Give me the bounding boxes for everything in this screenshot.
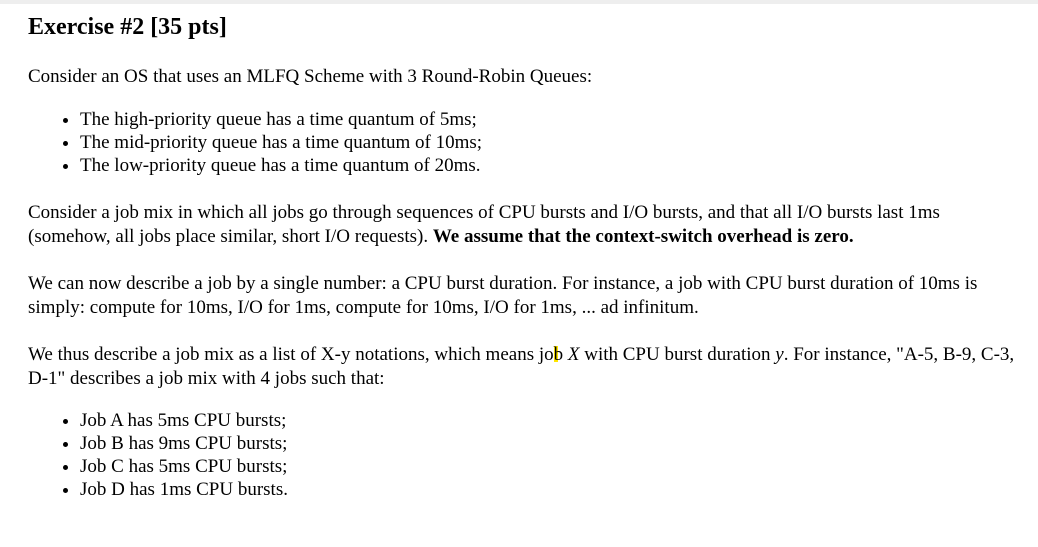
job-mix-period: . xyxy=(848,226,854,247)
list-item: • Job D has 1ms CPU bursts. xyxy=(80,478,1018,501)
list-item: • The mid-priority queue has a time quantum of 10ms; xyxy=(80,131,1018,154)
intro-paragraph: Consider an OS that uses an MLFQ Scheme with 3 Round-Robin Queues: xyxy=(28,66,593,87)
exercise-heading: Exercise #2 [35 pts] xyxy=(28,14,227,40)
document-body xyxy=(28,0,1018,501)
notation-text-2: b xyxy=(553,344,564,365)
queue-list xyxy=(28,108,1018,177)
list-item: • Job C has 5ms CPU bursts; xyxy=(80,455,1018,478)
notation-text-3: with CPU burst duration xyxy=(579,344,776,365)
list-item: • Job A has 5ms CPU bursts; xyxy=(80,409,1018,432)
context-switch-assumption: We assume that the context-switch overhead is zero xyxy=(432,226,849,247)
job-description-paragraph: We can now describe a job by a single number: a CPU burst duration. For instance, a job with CPU burst duration of 10ms is simply: compute for 10ms, I/O for 1ms, compute for 10ms, I/O for 1ms, ... ad infinitum. xyxy=(28,273,978,318)
job-mix-text: Consider a job mix in which all jobs go through sequences of CPU bursts and I/O bursts, and that all I/O bursts last 1ms (somehow, all jobs place similar, short I/O requests). xyxy=(28,202,940,247)
list-item: • The high-priority queue has a time quantum of 5ms; xyxy=(80,108,1018,131)
list-item: • Job B has 9ms CPU bursts; xyxy=(80,432,1018,455)
job-list xyxy=(28,409,1018,501)
list-item: • The low-priority queue has a time quantum of 20ms. xyxy=(80,154,1018,177)
job-mix-paragraph xyxy=(28,201,1018,249)
variable-x: X xyxy=(567,344,580,365)
notation-text-4: . For instance, "A-5, B-9, C-3, D-1" describes a job mix with 4 jobs such that: xyxy=(28,344,1015,389)
variable-y: y xyxy=(775,344,784,365)
notation-paragraph xyxy=(28,343,1018,391)
notation-text-1: We thus describe a job mix as a list of X-y notations, which means jo xyxy=(28,344,554,365)
